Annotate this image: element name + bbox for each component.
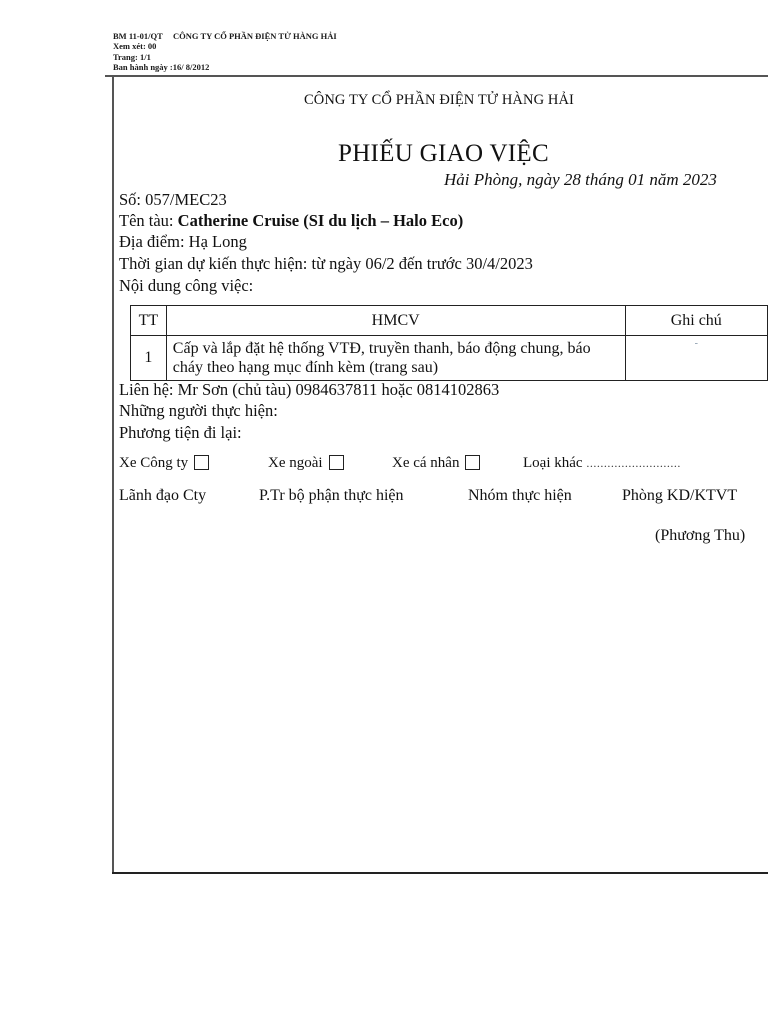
- other-label: Loại khác: [523, 455, 583, 471]
- cell-note: -: [625, 336, 767, 381]
- table-row: [131, 336, 768, 381]
- table-header-row: [131, 306, 768, 336]
- signature-col-leadership: Lãnh đạo Cty: [119, 487, 207, 504]
- checkbox-company-car[interactable]: [194, 455, 209, 470]
- form-issued-date: Ban hành ngày :16/ 8/2012: [113, 62, 210, 72]
- frame-top-border: [105, 75, 768, 77]
- frame-bottom-border: [112, 872, 768, 874]
- transport-option-company-car: [119, 455, 209, 472]
- schedule: [119, 254, 533, 274]
- contact: [119, 380, 499, 400]
- header-tt: TT: [131, 306, 167, 336]
- document-title: PHIẾU GIAO VIỆC: [338, 140, 549, 167]
- transport-option-other: [523, 455, 681, 472]
- option-label: Xe ngoài: [268, 455, 323, 471]
- document-number: [119, 190, 227, 210]
- ship-name: [119, 211, 463, 231]
- ship-value: Catherine Cruise (SI du lịch – Halo Eco): [177, 211, 464, 230]
- number-label: Số:: [119, 190, 146, 209]
- cell-tt: 1: [131, 336, 167, 381]
- content-label: Nội dung công việc:: [119, 276, 254, 295]
- form-page: Trang: 1/1: [113, 52, 151, 62]
- number-value: 057/MEC23: [145, 190, 227, 209]
- location-label: Địa điểm:: [119, 232, 189, 251]
- checkbox-outside-car[interactable]: [329, 455, 344, 470]
- contact-label: Liên hệ:: [119, 380, 178, 399]
- transport-option-personal-car: [392, 455, 480, 472]
- task-table: [130, 305, 768, 381]
- checkbox-personal-car[interactable]: [465, 455, 480, 470]
- ship-label: Tên tàu:: [119, 211, 178, 230]
- place-date: Hải Phòng, ngày 28 tháng 01 năm 2023: [444, 170, 717, 189]
- form-review: Xem xét: 00: [113, 41, 157, 51]
- option-label: Xe Công ty: [119, 455, 189, 471]
- form-header-company: CÔNG TY CỔ PHẦN ĐIỆN TỬ HÀNG HẢI: [173, 31, 337, 41]
- signature-col-team: Nhóm thực hiện: [468, 487, 572, 504]
- other-value-field[interactable]: ...........................: [586, 456, 681, 470]
- schedule-label: Thời gian dự kiến thực hiện:: [119, 254, 312, 273]
- form-code: BM 11-01/QT: [113, 31, 163, 41]
- location: [119, 232, 247, 252]
- cell-hmcv: Cấp và lắp đặt hệ thống VTĐ, truyền thanh, báo động chung, báo cháy theo hạng mục đính kèm (trang sau): [166, 336, 625, 381]
- schedule-value: từ ngày 06/2 đến trước 30/4/2023: [311, 254, 533, 273]
- performers-label: Những người thực hiện:: [119, 401, 278, 420]
- signature-col-sales-dept: Phòng KD/KTVT: [622, 487, 738, 504]
- form-code-line: [113, 31, 337, 41]
- header-note: Ghi chú: [625, 306, 767, 336]
- transport-label: Phương tiện đi lại:: [119, 423, 242, 442]
- frame-left-border: [112, 77, 114, 874]
- signature-col-department-head: P.Tr bộ phận thực hiện: [259, 487, 404, 504]
- signer-name: (Phương Thu): [655, 527, 746, 544]
- location-value: Hạ Long: [188, 232, 247, 251]
- option-label: Xe cá nhân: [392, 455, 460, 471]
- company-name: CÔNG TY CỔ PHẦN ĐIỆN TỬ HÀNG HẢI: [304, 92, 574, 108]
- header-hmcv: HMCV: [166, 306, 625, 336]
- transport-option-outside-car: [268, 455, 344, 472]
- contact-value: Mr Sơn (chủ tàu) 0984637811 hoặc 0814102863: [177, 380, 500, 399]
